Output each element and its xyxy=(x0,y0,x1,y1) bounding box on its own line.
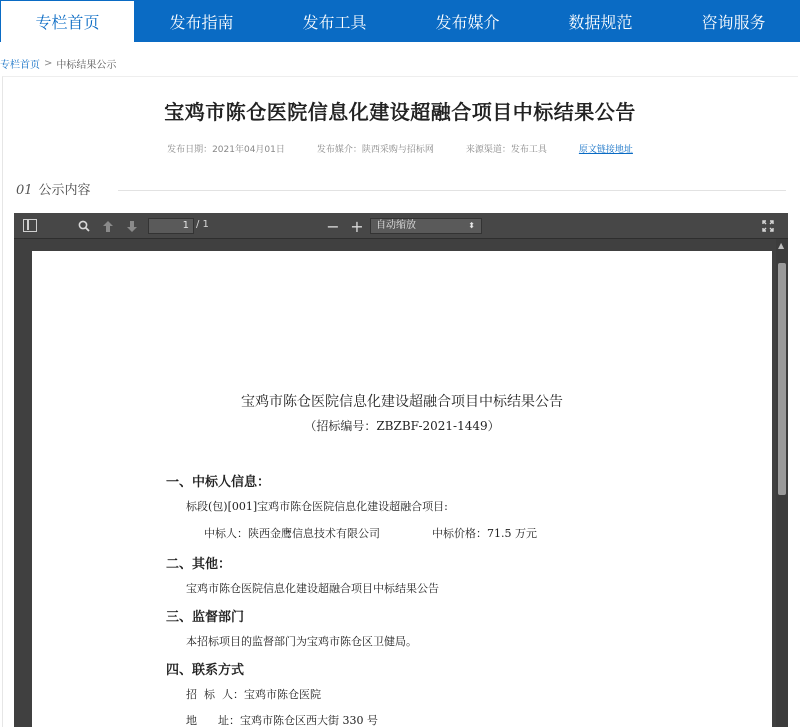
plus-icon[interactable]: + xyxy=(350,216,364,236)
doc-section-2-heading: 二、其他： xyxy=(166,557,232,572)
breadcrumb-home-link[interactable]: 专栏首页 xyxy=(0,60,40,71)
original-link[interactable]: 原文链接地址 xyxy=(578,145,633,155)
section-number: 01 xyxy=(16,183,33,198)
pdf-scroll-area[interactable] xyxy=(14,239,788,727)
minus-icon[interactable]: − xyxy=(326,216,340,236)
doc-section-3-text: 本招标项目的监督部门为宝鸡市陈仓区卫健局。 xyxy=(186,635,417,648)
breadcrumb xyxy=(0,56,116,71)
publish-date: 发布日期：2021年04月01日 xyxy=(167,145,285,155)
nav-item-consulting[interactable]: 咨询服务 xyxy=(701,12,766,32)
section-divider xyxy=(118,190,786,191)
doc-address: 地 址：宝鸡市陈仓区西大街 330 号 xyxy=(186,714,378,727)
pdf-page xyxy=(32,251,772,727)
doc-code: （招标编号：ZBZBF-2021-1449） xyxy=(304,419,500,433)
doc-section-2-text: 宝鸡市陈仓医院信息化建设超融合项目中标结果公告 xyxy=(186,582,439,595)
pdf-toolbar xyxy=(14,213,788,239)
pdf-viewer xyxy=(14,213,788,727)
vertical-scrollbar[interactable] xyxy=(776,239,788,727)
doc-title: 宝鸡市陈仓医院信息化建设超融合项目中标结果公告 xyxy=(241,394,563,410)
doc-contact: 招 标 人：宝鸡市陈仓医院 xyxy=(186,688,321,701)
zoom-select-label: 自动缩放 xyxy=(376,220,416,231)
nav-item-media[interactable]: 发布媒介 xyxy=(435,12,500,32)
page-title: 宝鸡市陈仓医院信息化建设超融合项目中标结果公告 xyxy=(164,100,636,124)
zoom-select[interactable] xyxy=(370,218,482,234)
scrollbar-thumb[interactable] xyxy=(778,263,786,495)
doc-section-4-heading: 四、联系方式 xyxy=(166,663,245,678)
arrow-up-icon[interactable] xyxy=(100,217,116,235)
doc-lot-line: 标段(包)[001]宝鸡市陈仓医院信息化建设超融合项目: xyxy=(186,500,448,513)
arrow-down-icon[interactable] xyxy=(124,217,140,235)
article-meta xyxy=(0,142,800,155)
page-total: / 1 xyxy=(196,219,209,230)
doc-winner: 中标人：陕西金鹰信息技术有限公司 xyxy=(204,527,380,540)
publish-media: 发布媒介：陕西采购与招标网 xyxy=(316,145,434,155)
nav-item-home[interactable]: 专栏首页 xyxy=(0,0,135,42)
scroll-up-icon[interactable]: ▲ xyxy=(778,241,785,250)
nav-item-guide[interactable]: 发布指南 xyxy=(169,12,234,32)
doc-section-3-heading: 三、监督部门 xyxy=(166,610,245,625)
page-number-input[interactable]: 1 xyxy=(148,218,194,234)
top-nav xyxy=(0,0,800,42)
source-channel: 来源渠道：发布工具 xyxy=(465,145,547,155)
nav-item-tools[interactable]: 发布工具 xyxy=(302,12,367,32)
breadcrumb-separator: > xyxy=(44,58,53,69)
search-icon[interactable] xyxy=(76,217,92,235)
chevron-updown-icon: ⬍ xyxy=(468,221,475,230)
nav-item-data-spec[interactable]: 数据规范 xyxy=(568,12,633,32)
fullscreen-icon[interactable] xyxy=(760,217,776,235)
sidebar-toggle-icon[interactable] xyxy=(23,219,37,232)
section-title: 公示内容 xyxy=(38,183,91,198)
section-header xyxy=(16,179,91,198)
doc-price: 中标价格：71.5 万元 xyxy=(432,527,537,540)
breadcrumb-current: 中标结果公示 xyxy=(56,60,117,71)
doc-section-1-heading: 一、中标人信息： xyxy=(166,475,271,490)
